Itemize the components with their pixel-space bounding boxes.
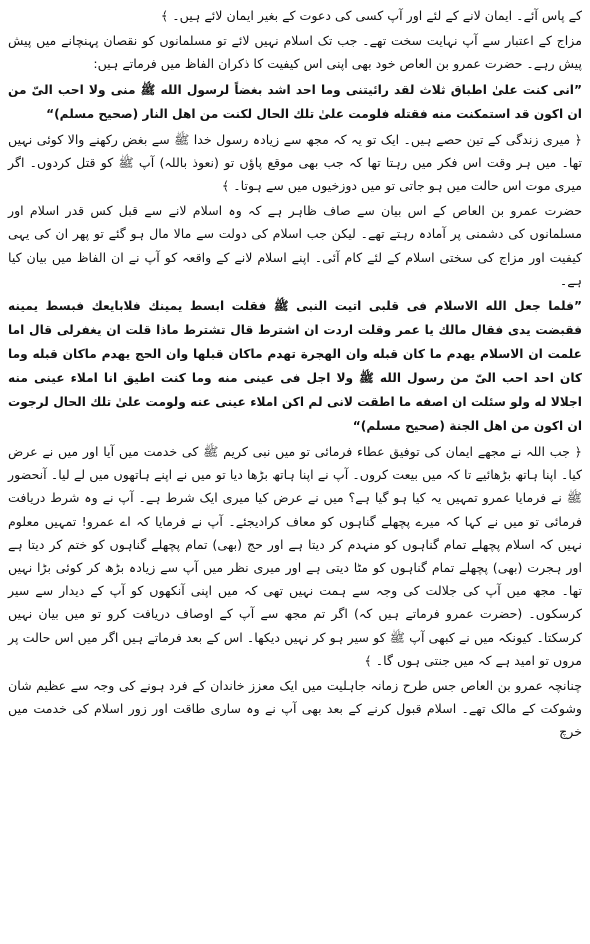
arabic-hadith-quote-2: ”فلما جعل الله الاسلام فی قلبی اتیت النبی ﷺ فقلت ابسط یمینك فلابایعك فبسط یمینه فقبضت یدی فقال مالك یا عمر وقلت اردت ان اشترط قال تشترط ماذا قلت ان یغفرلی قال اما علمت ان الاسلام یهدم ما کان قبله وان الهجرة تهدم ماکان قبلها وان الحج یهدم ماکان قبله وما کان احد احب الیّ من رسول الله ﷺ ولا اجل فی عینی منه وما کنت اطیق انا املاء عینی منه اجلالا له ولو سئلت ان اصفه ما اطقت لانی لم اکن املاء عینی عنه ولومت علیٰ تلك الحال لرجوت ان اکون من اهل الجنة (صحیح مسلم)“ xyxy=(8,299,582,434)
paragraph-4: چنانچہ عمرو بن العاص جس طرح زمانہ جاہلیت میں ایک معزز خاندان کے فرد ہونے کی وجہ سے عظیم شان وشوکت کے مالک تھے۔ اسلام قبول کرنے کے بعد بھی آپ نے وہ ساری طاقت اور زور اسلام کی خدمت میں خرچ xyxy=(8,678,582,740)
paragraph-1: کے پاس آئے۔ ایمان لانے کے لئے اور آپ کسی کی دعوت کے بغیر ایمان لائے ہیں۔ ﴾ xyxy=(160,8,582,23)
paragraph-translation-2: ﴿ جب اللہ نے مجھے ایمان کی توفیق عطاء فرمائی تو میں نبی کریم ﷺ کی خدمت میں آیا اور میں نے عرض کیا۔ اپنا ہاتھ بڑھائیے تا کہ میں بیعت کروں۔ آپ نے اپنا ہاتھ بڑھا دیا تو میں نے اپنے ہاتھوں میں لے لیا۔ آنحضور ﷺ نے فرمایا عمرو تمہیں یہ کیا ہو گیا ہے؟ میں نے عرض کیا میری ایک شرط ہے۔ آپ نے وہ شرط دریافت فرمائی تو میں نے کہا کہ میرے پچھلے گناہوں کو معاف کرادیجئے۔ آپ نے فرمایا کہ اے عمرو! تمہیں معلوم نہیں کہ اسلام پچھلے تمام گناہوں کو منہدم کر دیتا ہے اور حج (بھی) تمام پچھلے گناہوں کو ختم کر دیتا ہے اور ہجرت (بھی) پچھلے تمام گناہوں کو مٹا دیتی ہے اور میری نظر میں آپ سے زیادہ بڑھ کر کوئی بڑا نہیں تھا۔ مجھ میں آپ کی جلالت کی وجہ سے ہمت نہیں تھی کہ میں اپنی آنکھوں کو آپ کے دیدار سے سیر کرسکوں۔ (حضرت عمرو فرماتے ہیں کہ) اگر تم مجھ سے آپ کے اوصاف دریافت کرو تو میں بیان نہیں کرسکتا۔ کیونکہ میں نے کبھی آپ ﷺ کو سیر ہو کر نہیں دیکھا۔ اس کے بعد فرماتے ہیں اگر میں اس حالت پر مروں تو امید ہے کہ میں جنتی ہوں گا۔ ﴾ xyxy=(8,444,582,668)
paragraph-translation-1: ﴿ میری زندگی کے تین حصے ہیں۔ ایک تو یہ کہ مجھ سے زیادہ رسول خدا ﷺ سے بغض رکھنے والا کوئی نہیں تھا۔ میں ہر وقت اس فکر میں رہتا تھا کہ جب بھی موقع پاؤں تو (نعوذ باللہ) آپ ﷺ کو قتل کردوں۔ اگر میری موت اس حالت میں ہو جاتی تو میں دوزخیوں میں سے ہوتا۔ ﴾ xyxy=(8,131,582,194)
arabic-hadith-quote-1: ”انی کنت علیٰ اطباق ثلاث لقد رائیتنی وما احد اشد بغضاً لرسول الله ﷺ منی ولا احب الیّ من ان اکون قد استمکنت منه فقتله فلومت علیٰ تلك الحال لکنت من اهل النار (صحیح مسلم)“ xyxy=(8,82,582,121)
paragraph-3: حضرت عمرو بن العاص کے اس بیان سے صاف ظاہر ہے کہ وہ اسلام لانے سے قبل کس قدر اسلام اور مسلمانوں کی دشمنی پر آمادہ رہتے تھے۔ لیکن جب اسلام کی دولت سے مالا مال ہو گئے تو پھر ان کی یہی کیفیت اور مزاج کی سختی اسلام کے لئے کام آئی۔ اپنے اسلام لانے کے واقعہ کو آپ نے ان الفاظ میں بیان کیا ہے۔ xyxy=(8,203,582,288)
paragraph-2: مزاج کے اعتبار سے آپ نہایت سخت تھے۔ جب تک اسلام نہیں لائے تو مسلمانوں کو نقصان پہنچانے میں پیش پیش رہے۔ حضرت عمرو بن العاص خود بھی اپنی اس کیفیت کا ذکران الفاظ میں فرماتے ہیں: xyxy=(8,33,582,72)
